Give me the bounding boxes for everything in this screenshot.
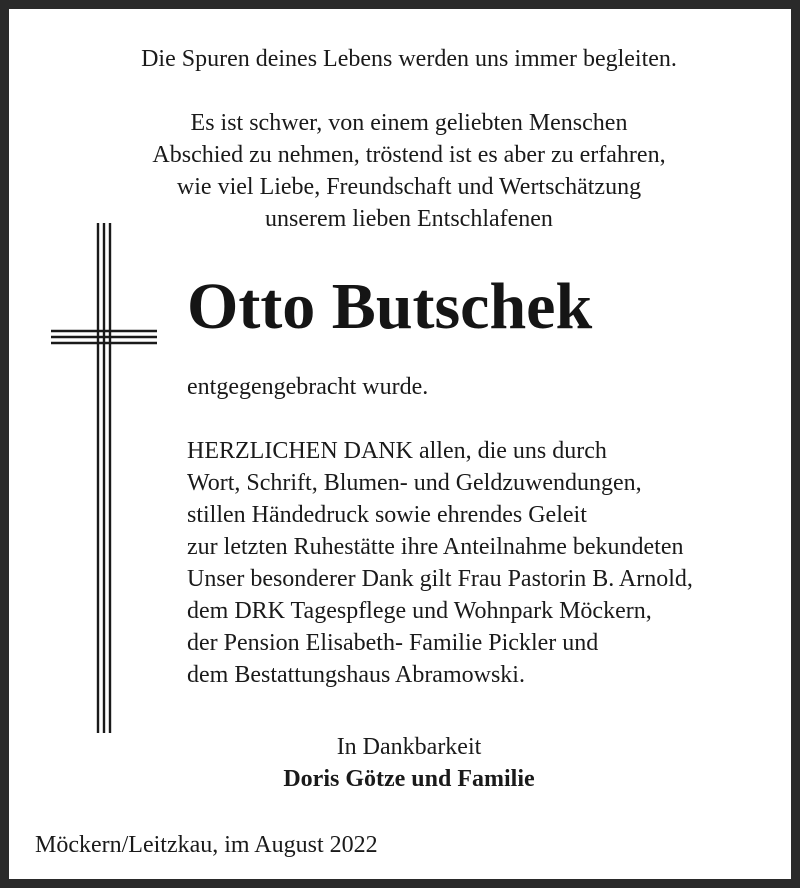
closing-greeting: In Dankbarkeit xyxy=(336,734,482,760)
thanks-line-7: der Pension Elisabeth- Familie Pickler und xyxy=(187,630,599,656)
thanks-line-1: HERZLICHEN DANK allen, die uns durch xyxy=(187,438,607,464)
intro-motto: Die Spuren deines Lebens werden uns immer begleiten. xyxy=(141,46,677,72)
christian-cross-icon xyxy=(49,223,161,735)
thanks-line-5: Unser besonderer Dank gilt Frau Pastorin B. Arnold, xyxy=(187,566,693,592)
after-name-line: entgegengebracht wurde. xyxy=(187,374,429,400)
intro-line-4: unserem lieben Entschlafenen xyxy=(265,206,553,232)
closing-signature: Doris Götze und Familie xyxy=(283,766,535,792)
thanks-line-4: zur letzten Ruhestätte ihre Anteilnahme bekundeten xyxy=(187,534,684,560)
thanks-line-6: dem DRK Tagespflege und Wohnpark Möckern, xyxy=(187,598,652,624)
thanks-line-2: Wort, Schrift, Blumen- und Geldzuwendungen, xyxy=(187,470,642,496)
intro-line-1: Es ist schwer, von einem geliebten Menschen xyxy=(190,110,628,136)
deceased-name: Otto Butschek xyxy=(187,270,593,343)
intro-line-3: wie viel Liebe, Freundschaft und Wertschätzung xyxy=(176,174,642,200)
thanks-line-8: dem Bestattungshaus Abramowski. xyxy=(187,662,525,688)
place-date: Möckern/Leitzkau, im August 2022 xyxy=(35,832,378,858)
intro-line-2: Abschied zu nehmen, tröstend ist es aber zu erfahren, xyxy=(152,142,666,168)
thanks-line-3: stillen Händedruck sowie ehrendes Geleit xyxy=(187,502,587,528)
